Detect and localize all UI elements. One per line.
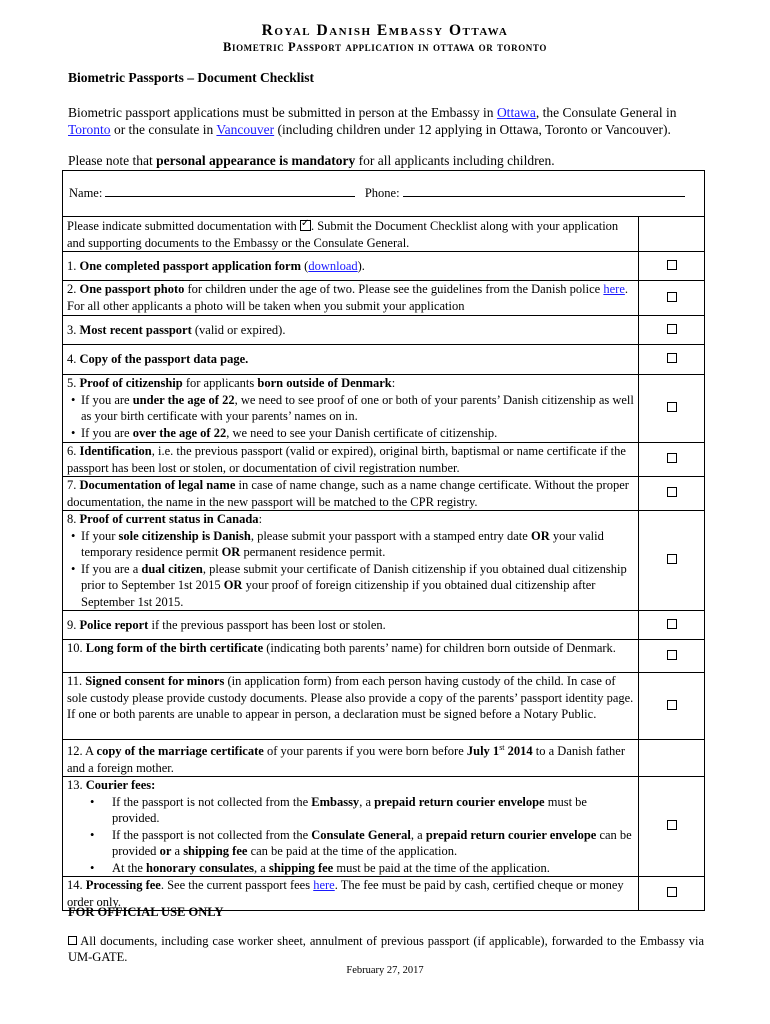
item-title: Long form of the birth certificate: [85, 641, 264, 655]
embassy-title: Royal Danish Embassy Ottawa: [261, 22, 509, 39]
checklist-row-10: [63, 640, 705, 673]
item-number: 1.: [67, 258, 80, 273]
checkbox[interactable]: [667, 487, 677, 497]
checkbox[interactable]: [667, 353, 677, 363]
item-number: 5.: [67, 376, 80, 390]
item-number: 14.: [67, 878, 86, 893]
checkbox[interactable]: [68, 936, 77, 945]
item-title: Processing fee: [85, 878, 161, 893]
item-number: 13.: [67, 778, 86, 793]
checklist-row-1: [63, 252, 705, 281]
intro-text: Biometric passport applications must be submitted in person at the Embassy in: [68, 105, 497, 120]
checkbox[interactable]: [667, 292, 677, 302]
phone-label: Phone:: [364, 186, 400, 201]
list-item: • If you are under the age of 22, we need to see proof of one or both of your parents’ Danish citizenship as well as your birth certificate with your parents’ names on in.: [81, 392, 634, 425]
list-item: • If your sole citizenship is Danish, please submit your passport with a stamped entry date OR your valid temporary residence permit OR permanent residence permit.: [81, 528, 634, 561]
item-text: :: [391, 376, 396, 390]
intro-text: , the Consulate General in: [535, 105, 677, 120]
item-title: One completed passport application form: [79, 258, 302, 273]
item-number: 2.: [67, 282, 80, 296]
toronto-link[interactable]: Toronto: [68, 122, 111, 137]
item-number: 3.: [67, 322, 80, 337]
item-title: Identification: [79, 444, 152, 458]
checkbox[interactable]: [667, 453, 677, 463]
item-text: (indicating both parents’ name) for children born outside of Denmark.: [263, 641, 616, 655]
checkbox[interactable]: [667, 887, 677, 897]
instructions-text: . Submit the Document Checklist along with your application and supporting documents to the Embassy or the Consulate General.: [67, 219, 619, 250]
intro-text: (including children under 12 applying in Ottawa, Toronto or Vancouver).: [274, 122, 671, 137]
instructions-row: [63, 217, 705, 252]
checklist-row-3: [63, 316, 705, 345]
checklist-row-11: [63, 673, 705, 740]
item-text: . See the current passport fees: [160, 878, 314, 893]
item-number: 11.: [67, 674, 86, 688]
superscript: st: [499, 743, 505, 752]
item-title: Most recent passport: [79, 322, 192, 337]
photo-guidelines-link[interactable]: here: [603, 282, 625, 296]
item-title: Police report: [79, 617, 149, 632]
note-text: Please note that: [68, 153, 157, 168]
item-title: Signed consent for minors: [85, 674, 225, 688]
name-label: Name:: [69, 186, 103, 201]
checkbox[interactable]: [667, 820, 677, 830]
vancouver-link[interactable]: Vancouver: [216, 122, 275, 137]
list-item: • If you are over the age of 22, we need to see your Danish certificate of citizenship.: [81, 425, 634, 442]
list-item: • At the honorary consulates, a shipping fee must be paid at the time of the application.: [112, 860, 634, 877]
intro-paragraph: [68, 104, 708, 138]
name-phone-row: [63, 171, 705, 217]
item-text: (in application form) from each person having custody of the child. In case of sole custody please provide custody documents. Please also provide a copy of the parents’ passport identity page. If one or both parents are unable to appear in person, a declaration must be signed before a Notary Public.: [67, 674, 634, 721]
bullet-list: [67, 528, 634, 611]
item-text: to a Danish father and a foreign mother.: [67, 744, 625, 775]
item-text: of your parents if you were born before: [263, 744, 467, 759]
item-text: :: [258, 512, 263, 526]
checklist-table: [62, 170, 705, 911]
item-title: Proof of citizenship: [79, 376, 183, 390]
name-field[interactable]: [105, 185, 355, 197]
checkbox[interactable]: [667, 619, 677, 629]
item-title: Copy of the passport data page.: [79, 352, 249, 367]
checkbox[interactable]: [667, 402, 677, 412]
item-title: One passport photo: [79, 282, 185, 296]
list-item: • If you are a dual citizen, please submit your certificate of Danish citizenship if you obtained dual citizenship prior to September 1st 2015 OR your proof of foreign citizenship if you obtained dual citizenship after September 1st 2015.: [81, 561, 634, 611]
item-number: 7.: [67, 478, 80, 492]
item-number: 9.: [67, 617, 80, 632]
intro-text: or the consulate in: [110, 122, 217, 137]
item-text: for applicants: [182, 376, 258, 390]
item-text: if the previous passport has been lost or stolen.: [148, 617, 386, 632]
checklist-row-2: [63, 281, 705, 316]
document-date: February 27, 2017: [346, 965, 424, 976]
download-link[interactable]: download: [308, 258, 358, 273]
form-subtitle: Biometric Passport application in ottawa or toronto: [223, 40, 547, 54]
phone-field[interactable]: [403, 185, 685, 197]
instructions-text: Please indicate submitted documentation with: [67, 219, 300, 233]
checklist-row-6: [63, 443, 705, 477]
checkbox[interactable]: [667, 324, 677, 334]
checklist-row-12: [63, 740, 705, 777]
note-text: for all applicants including children.: [355, 153, 555, 168]
official-note-text: All documents, including case worker sheet, annulment of previous passport (if applicable), forwarded to the Embassy via UM-GATE.: [68, 934, 704, 964]
checkbox[interactable]: [667, 650, 677, 660]
item-bold: July 1: [466, 744, 500, 759]
checklist-row-5: [63, 375, 705, 443]
ottawa-link[interactable]: Ottawa: [496, 105, 536, 120]
checklist-row-13: [63, 777, 705, 877]
bullet-list: [67, 794, 634, 877]
official-note: [68, 933, 704, 965]
checkbox[interactable]: [667, 700, 677, 710]
item-number: 10.: [67, 641, 86, 655]
item-text: (valid or expired).: [191, 322, 286, 337]
checklist-row-7: [63, 477, 705, 511]
item-text: for children under the age of two. Please see the guidelines from the Danish police: [184, 282, 604, 296]
checkbox[interactable]: [667, 260, 677, 270]
item-text: in case of name change, such as a name change certificate. Without the proper documentation, the name in the new passport will be matched to the CPR registry.: [67, 478, 629, 509]
checklist-row-4: [63, 345, 705, 375]
item-text: ).: [357, 258, 365, 273]
item-text: (: [301, 258, 309, 273]
item-text: . The fee must be paid by cash, certified cheque or money order only.: [67, 878, 624, 909]
item-title: Documentation of legal name: [79, 478, 236, 492]
item-title: Proof of current status in Canada: [79, 512, 259, 526]
item-title: Courier fees:: [85, 778, 156, 793]
item-bold: born outside of Denmark: [257, 376, 392, 390]
item-number: 8.: [67, 512, 80, 526]
item-number: 12. A: [67, 744, 97, 759]
fees-link[interactable]: here: [313, 878, 335, 893]
bullet-list: [67, 392, 634, 442]
item-number: 4.: [67, 352, 80, 367]
item-bold: 2014: [504, 744, 533, 759]
appearance-note: [68, 153, 555, 169]
note-bold: personal appearance is mandatory: [156, 153, 356, 168]
section-title: Biometric Passports – Document Checklist: [68, 70, 314, 85]
checklist-row-8: [63, 511, 705, 611]
item-text: , i.e. the previous passport (valid or expired), original birth, baptismal or name certificate if the passport has been lost or stolen, or documentation of civil registration number.: [67, 444, 626, 475]
official-use-heading: FOR OFFICIAL USE ONLY: [68, 905, 224, 919]
list-item: • If the passport is not collected from the Embassy, a prepaid return courier envelope must be provided.: [112, 794, 634, 827]
checkbox[interactable]: [667, 554, 677, 564]
item-number: 6.: [67, 444, 80, 458]
checked-box-icon: [300, 220, 311, 231]
item-title: copy of the marriage certificate: [96, 744, 264, 759]
list-item: • If the passport is not collected from the Consulate General, a prepaid return courier envelope can be provided or a shipping fee can be paid at the time of the application.: [112, 827, 634, 860]
item-text: . For all other applicants a photo will be taken when you submit your application: [67, 282, 628, 313]
checklist-row-9: [63, 611, 705, 640]
